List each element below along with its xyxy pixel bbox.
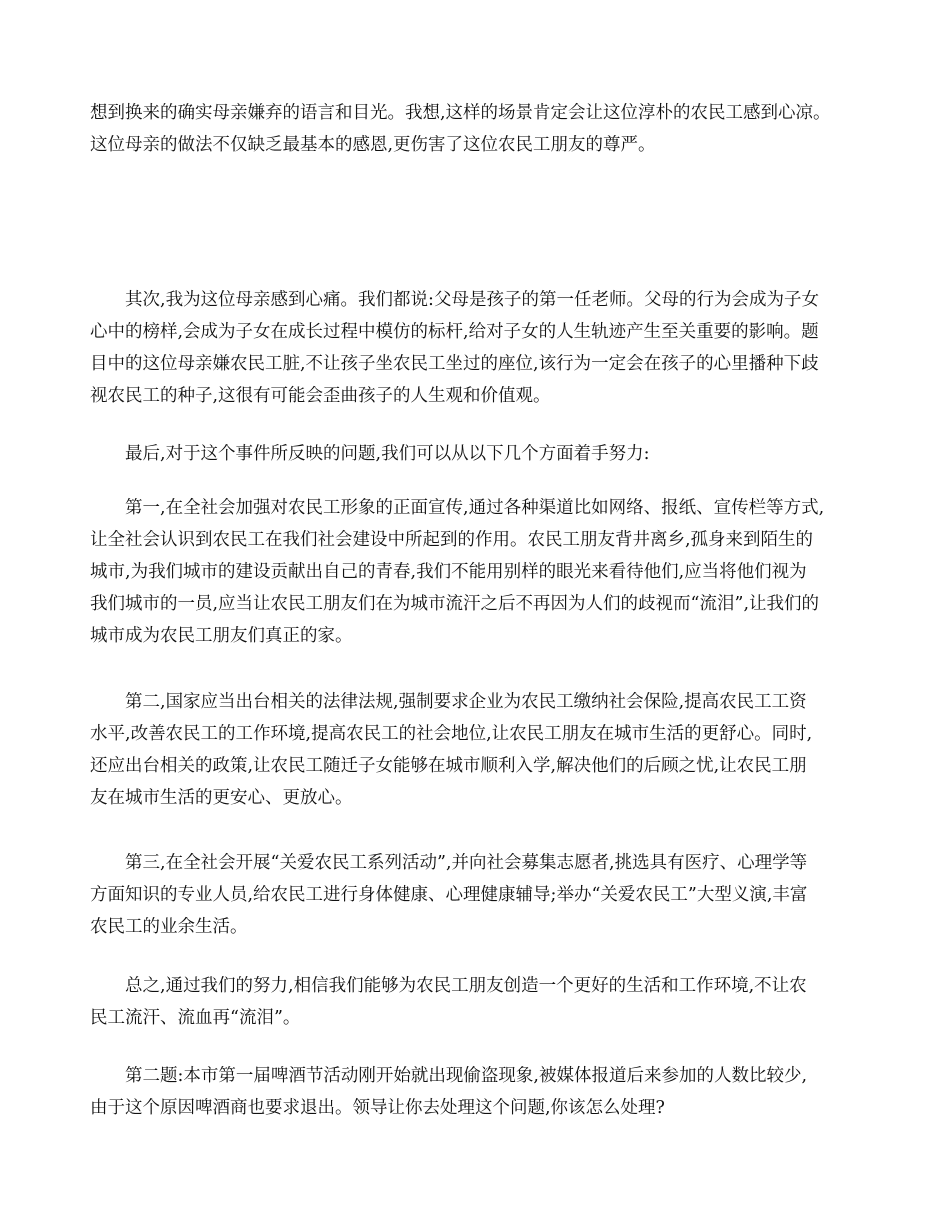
text-line: 目中的这位母亲嫌农民工脏,不让孩子坐农民工坐过的座位,该行为一定会在孩子的心里播种下歧 xyxy=(90,354,819,374)
text-line: 总之,通过我们的努力,相信我们能够为农民工朋友创造一个更好的生活和工作环境,不让农 xyxy=(125,976,807,996)
text-line: 视农民工的种子,这很有可能会歪曲孩子的人生观和价值观。 xyxy=(90,386,551,406)
text-line: 还应出台相关的政策,让农民工随迁子女能够在城市顺利入学,解决他们的后顾之忧,让农民工朋 xyxy=(90,756,807,776)
text-line: 这位母亲的做法不仅缺乏最基本的感恩,更伤害了这位农民工朋友的尊严。 xyxy=(90,135,656,155)
text-line: 民工流汗、流血再“流泪”。 xyxy=(90,1008,301,1028)
paragraph-third-point xyxy=(90,847,880,943)
text-line: 水平,改善农民工的工作环境,提高农民工的社会地位,让农民工朋友在城市生活的更舒心。同时, xyxy=(90,724,813,744)
paragraph-second-point xyxy=(90,686,880,814)
text-line: 城市,为我们城市的建设贡献出自己的青春,我们不能用别样的眼光来看待他们,应当将他们视为 xyxy=(90,562,807,582)
text-line: 最后,对于这个事件所反映的问题,我们可以从以下几个方面着手努力: xyxy=(125,444,650,464)
paragraph-secondly xyxy=(90,284,880,412)
text-line: 友在城市生活的更安心、更放心。 xyxy=(90,788,353,808)
paragraph-first-point xyxy=(90,492,880,652)
text-line: 我们城市的一员,应当让农民工朋友们在为城市流汗之后不再因为人们的歧视而“流泪”,让我们的 xyxy=(90,594,820,614)
text-line: 农民工的业余生活。 xyxy=(90,917,248,937)
text-line: 第一,在全社会加强对农民工形象的正面宣传,通过各种渠道比如网络、报纸、宣传栏等方式, xyxy=(125,498,825,518)
text-line: 第二题:本市第一届啤酒节活动刚开始就出现偷盗现象,被媒体报道后来参加的人数比较少, xyxy=(125,1066,808,1086)
paragraph-conclusion xyxy=(90,970,880,1034)
text-line: 其次,我为这位母亲感到心痛。我们都说:父母是孩子的第一任老师。父母的行为会成为子女 xyxy=(125,290,819,310)
text-line: 城市成为农民工朋友们真正的家。 xyxy=(90,626,353,646)
text-line: 第三,在全社会开展“关爱农民工系列活动”,并向社会募集志愿者,挑选具有医疗、心理学等 xyxy=(125,853,808,873)
text-line: 方面知识的专业人员,给农民工进行身体健康、心理健康辅导;举办“关爱农民工”大型义演,丰富 xyxy=(90,885,808,905)
text-line: 由于这个原因啤酒商也要求退出。领导让你去处理这个问题,你该怎么处理? xyxy=(90,1098,665,1118)
text-line: 让全社会认识到农民工在我们社会建设中所起到的作用。农民工朋友背井离乡,孤身来到陌生的 xyxy=(90,530,814,550)
text-line: 心中的榜样,会成为子女在成长过程中模仿的标杆,给对子女的人生轨迹产生至关重要的影响。题 xyxy=(90,322,819,342)
text-line: 想到换来的确实母亲嫌弃的语言和目光。我想,这样的场景肯定会让这位淳朴的农民工感到心凉。 xyxy=(90,103,831,123)
paragraph-continuation xyxy=(90,97,880,161)
paragraph-question-two xyxy=(90,1060,880,1124)
paragraph-finally xyxy=(90,438,880,470)
text-line: 第二,国家应当出台相关的法律法规,强制要求企业为农民工缴纳社会保险,提高农民工工资 xyxy=(125,692,807,712)
